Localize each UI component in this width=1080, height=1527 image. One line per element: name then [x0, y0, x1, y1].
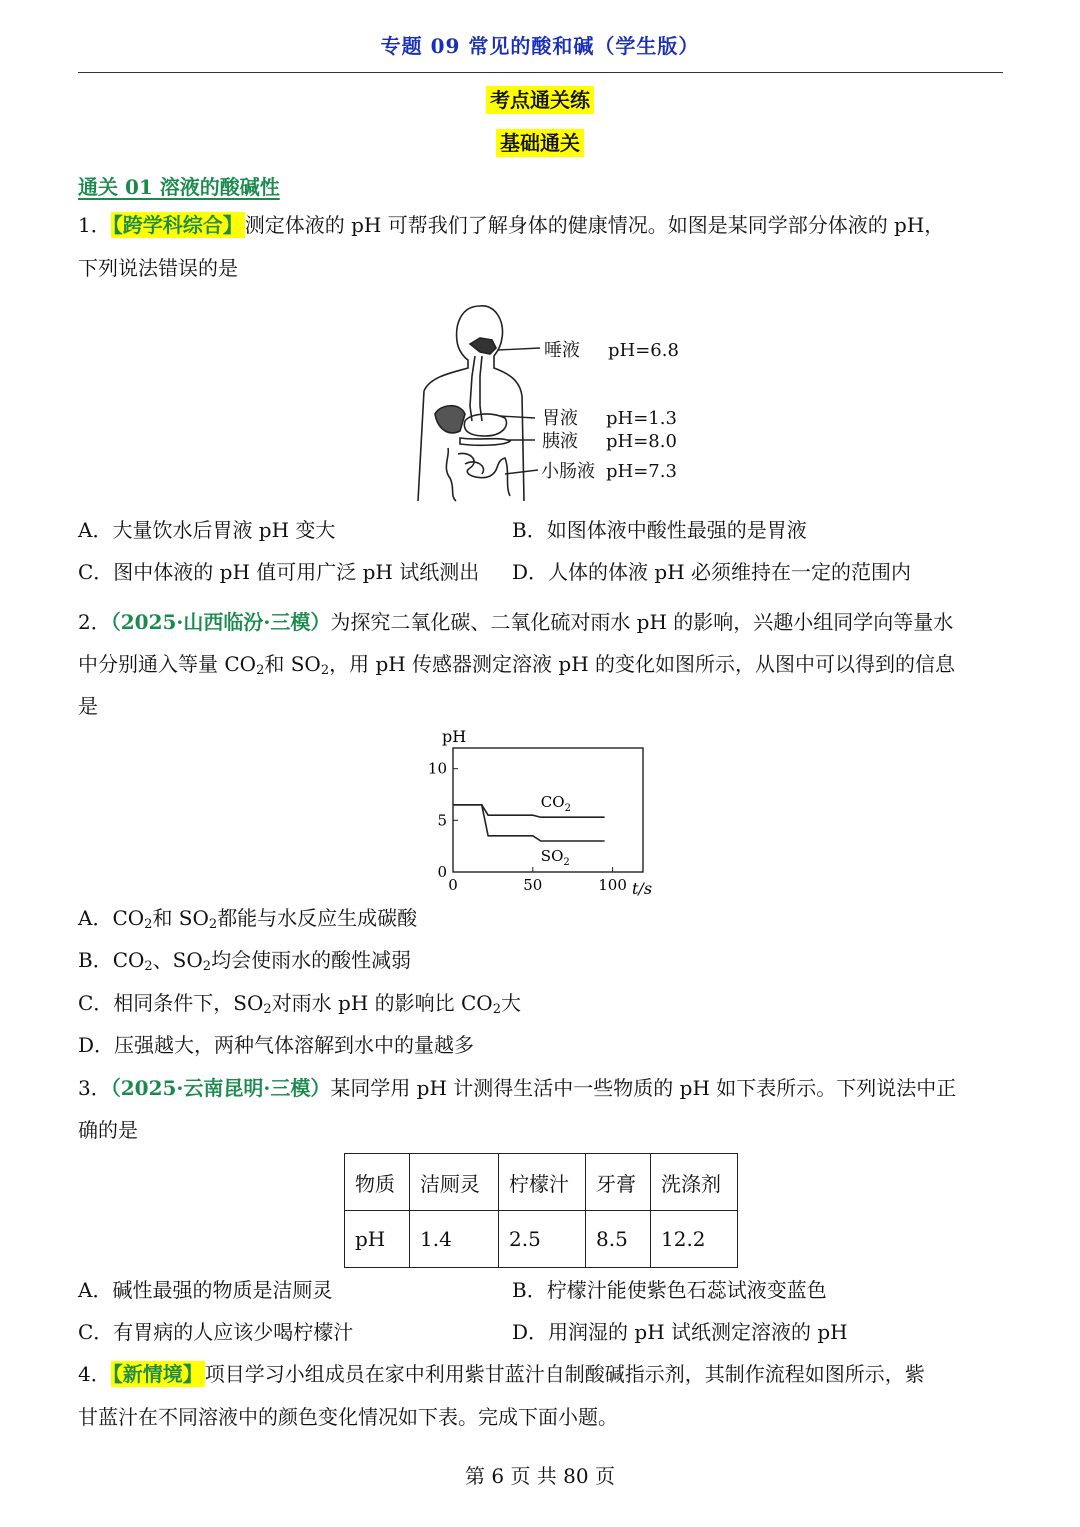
table-cell: 柠檬汁: [499, 1154, 586, 1211]
table-cell: 洁厕灵: [410, 1154, 499, 1211]
series-line-CO2: [453, 805, 605, 817]
table-cell: 1.4: [410, 1211, 499, 1268]
q2-option-d: D．压强越大，两种气体溶解到水中的量越多: [78, 1033, 475, 1057]
body-fluid-figure: [410, 296, 680, 508]
y-tick-label: 10: [427, 759, 447, 778]
q2-line-3: 是: [78, 694, 98, 718]
header-divider: [78, 72, 1003, 73]
table-cell: 物质: [345, 1154, 410, 1211]
intestinal-label: 小肠液: [541, 461, 595, 482]
series-label-CO2: $CO_2$: [540, 793, 571, 815]
page-footer: 第 6 页 共 80 页: [465, 1464, 615, 1488]
series-label-SO2: $SO_2$: [540, 847, 570, 868]
q1-option-c: C．图中体液的 pH 值可用广泛 pH 试纸测出: [78, 560, 480, 584]
q2-option-b: B．$CO_2$、$SO_2$均会使雨水的酸性减弱: [78, 948, 412, 974]
gastric-ph: pH=1.3: [606, 408, 677, 429]
x-tick-label: 100: [598, 876, 627, 894]
intestinal-ph: pH=7.3: [606, 461, 677, 482]
pancreatic-ph: pH=8.0: [606, 431, 677, 452]
q4-line-1: 4． 【新情境】 项目学习小组成员在家中利用紫甘蓝汁自制酸碱指示剂，其制作流程如图所示，紫: [78, 1362, 925, 1386]
q2-option-c: C．相同条件下，$SO_2$对雨水 pH 的影响比 $CO_2$大: [78, 991, 521, 1017]
q2-option-a: A．$CO_2$和 $SO_2$都能与水反应生成碳酸: [78, 906, 418, 932]
q2-line-2: 中分别通入等量 $CO_2$和 $SO_2$，用 pH 传感器测定溶液 pH 的变化如图所示，从图中可以得到的信息: [78, 652, 956, 678]
saliva-ph: pH=6.8: [608, 340, 679, 361]
table-cell: pH: [345, 1211, 410, 1268]
q1-tag: 【跨学科综合】: [112, 213, 243, 237]
y-tick-label: 0: [437, 863, 447, 881]
q4-line-2: 甘蓝汁在不同溶液中的颜色变化情况如下表。完成下面小题。: [78, 1405, 618, 1429]
saliva-label: 唾液: [544, 340, 580, 361]
q1-line-2: 下列说法错误的是: [78, 256, 238, 280]
page-header-title: 专题 09 常见的酸和碱（学生版）: [380, 34, 700, 58]
q3-option-b: B．柠檬汁能使紫色石蕊试液变蓝色: [512, 1278, 827, 1302]
pancreatic-label: 胰液: [542, 431, 578, 452]
chart-xlabel: t/s: [632, 879, 653, 898]
q3-option-d: D．用润湿的 pH 试纸测定溶液的 pH: [512, 1320, 848, 1344]
table-cell: 牙膏: [586, 1154, 651, 1211]
q3-option-c: C．有胃病的人应该少喝柠檬汁: [78, 1320, 354, 1344]
ph-chart: [420, 724, 660, 902]
x-tick-label: 0: [448, 876, 458, 894]
table-row: [345, 1154, 738, 1211]
section-title: 通关 01 溶液的酸碱性: [78, 175, 280, 199]
y-tick-label: 5: [437, 811, 447, 830]
gastric-label: 胃液: [542, 408, 578, 429]
q3-option-a: A．碱性最强的物质是洁厕灵: [78, 1278, 333, 1302]
table-cell: 洗涤剂: [651, 1154, 738, 1211]
table-row: [345, 1211, 738, 1268]
q1-option-d: D．人体的体液 pH 必须维持在一定的范围内: [512, 560, 911, 584]
table-cell: 8.5: [586, 1211, 651, 1268]
q3-line-2: 确的是: [78, 1118, 138, 1142]
q3-line-1: 3．（2025·云南昆明·三模）某同学用 pH 计测得生活中一些物质的 pH 如下表所示。下列说法中正: [78, 1076, 957, 1100]
chart-ylabel: pH: [442, 727, 467, 746]
q2-source: （2025·山西临汾·三模）: [110, 610, 331, 634]
banner-2: 基础通关: [0, 127, 1080, 156]
ph-table: [344, 1153, 738, 1268]
q1-line-1: 1． 【跨学科综合】 测定体液的 pH 可帮我们了解身体的健康情况。如图是某同学部分体液的 pH，: [78, 213, 945, 237]
q1-option-a: A．大量饮水后胃液 pH 变大: [78, 518, 336, 542]
q1-option-b: B．如图体液中酸性最强的是胃液: [512, 518, 807, 542]
banner-1: 考点通关练: [0, 84, 1080, 113]
table-cell: 12.2: [651, 1211, 738, 1268]
q3-source: （2025·云南昆明·三模）: [110, 1076, 331, 1100]
table-cell: 2.5: [499, 1211, 586, 1268]
series-line-SO2: [453, 805, 605, 841]
q2-line-1: 2．（2025·山西临汾·三模）为探究二氧化碳、二氧化硫对雨水 pH 的影响，兴趣小组同学向等量水: [78, 610, 954, 634]
x-tick-label: 50: [523, 876, 543, 894]
q4-tag: 【新情境】: [112, 1362, 203, 1386]
